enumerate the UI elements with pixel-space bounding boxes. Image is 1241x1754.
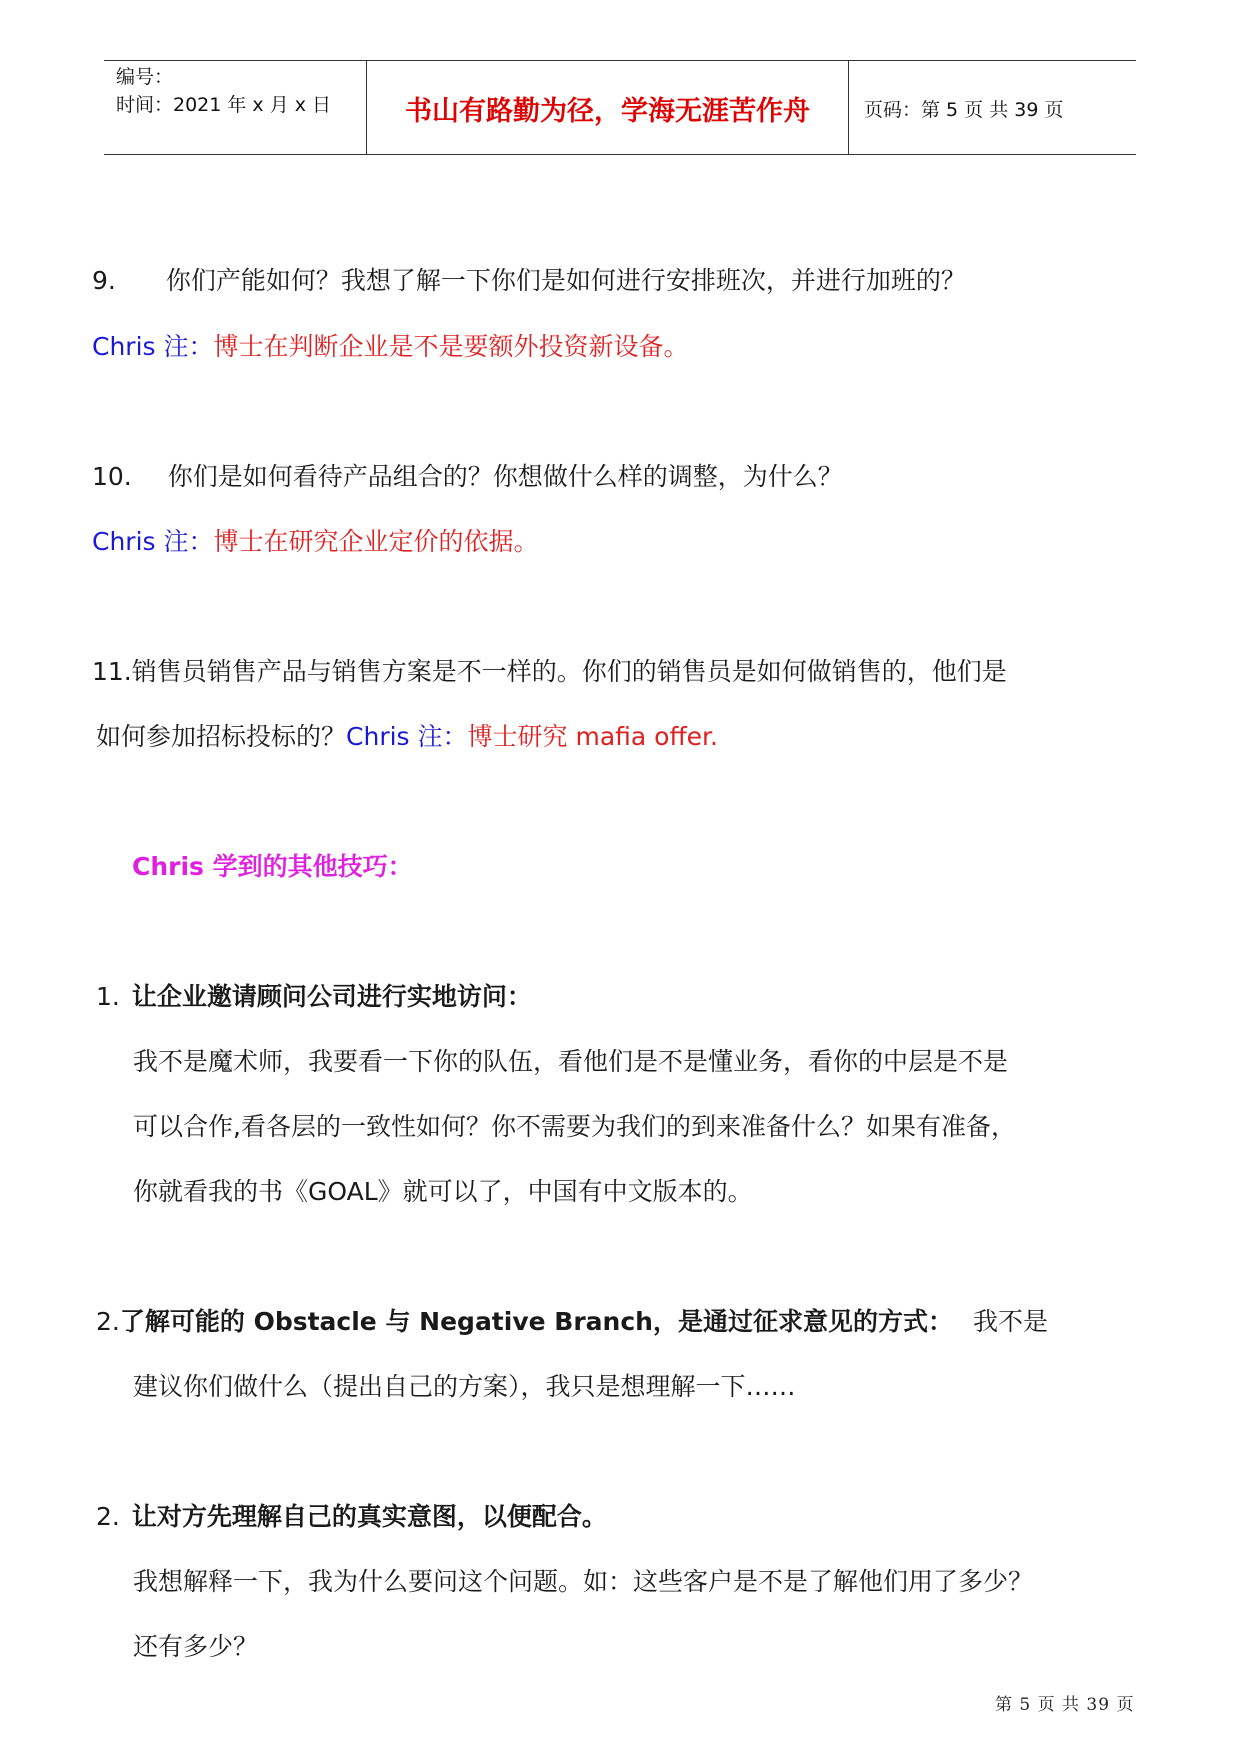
tip-2a-body-line: 建议你们做什么（提出自己的方案），我只是想理解一下…… — [133, 1372, 796, 1401]
question-text: 你们是如何看待产品组合的？你想做什么样的调整，为什么？ — [167, 462, 843, 491]
question-text: 如何参加招标投标的？ — [96, 722, 347, 751]
note-label: Chris 注： — [92, 332, 214, 361]
section-title: Chris 学到的其他技巧： — [132, 852, 413, 881]
tip-number: 2. — [96, 1502, 120, 1531]
question-text: 你们产能如何？我想了解一下你们是如何进行安排班次，并进行加班的？ — [165, 266, 966, 295]
question-11-line2 — [96, 720, 718, 754]
tip-1-heading — [96, 980, 532, 1014]
tip-title: 让对方先理解自己的真实意图，以便配合。 — [131, 1502, 607, 1531]
serial-number-label: 编号： — [116, 66, 174, 88]
question-9 — [92, 264, 966, 298]
tip-title-tail: 我不是 — [972, 1307, 1048, 1336]
tip-2b-body-line: 我想解释一下，我为什么要问这个问题。如：这些客户是不是了解他们用了多少？ — [133, 1567, 1034, 1596]
note-label: Chris 注： — [92, 527, 214, 556]
header-page-number: 页码：第 5 页 共 39 页 — [864, 99, 1064, 121]
tip-title: 了解可能的 Obstacle 与 Negative Branch，是通过征求意见的方式： — [119, 1307, 953, 1336]
tip-1-body-line: 我不是魔术师，我要看一下你的队伍，看他们是不是懂业务，看你的中层是不是 — [133, 1047, 1009, 1076]
header-motto: 书山有路勤为径，学海无涯苦作舟 — [405, 96, 810, 127]
question-number: 9. — [92, 266, 116, 295]
tip-title: 让企业邀请顾问公司进行实地访问： — [131, 982, 532, 1011]
tip-number: 1. — [96, 982, 120, 1011]
time-label: 时间：2021 年 x 月 x 日 — [116, 94, 332, 116]
note-label: Chris 注： — [346, 722, 468, 751]
tip-1-body-line: 你就看我的书《GOAL》就可以了，中国有中文版本的。 — [133, 1177, 753, 1206]
question-11-line1: 11.销售员销售产品与销售方案是不一样的。你们的销售员是如何做销售的，他们是 — [92, 657, 1007, 686]
note-10 — [92, 525, 539, 559]
header-meta — [116, 63, 331, 119]
tip-number: 2. — [96, 1307, 120, 1336]
note-text: 博士在判断企业是不是要额外投资新设备。 — [213, 332, 689, 361]
tip-2b-heading — [96, 1500, 607, 1534]
tip-2b-body-line: 还有多少？ — [133, 1632, 259, 1661]
tip-1-body-line: 可以合作,看各层的一致性如何？你不需要为我们的到来准备什么？如果有准备， — [133, 1112, 1016, 1141]
tip-2a-heading — [96, 1305, 1048, 1339]
note-text: 博士在研究企业定价的依据。 — [213, 527, 539, 556]
note-text: 博士研究 mafia offer. — [467, 722, 718, 751]
note-9 — [92, 330, 689, 364]
header-divider — [848, 61, 849, 154]
page-footer: 第 5 页 共 39 页 — [995, 1695, 1135, 1715]
page-header — [104, 60, 1136, 155]
question-number: 10. — [92, 462, 132, 491]
question-10 — [92, 460, 843, 494]
